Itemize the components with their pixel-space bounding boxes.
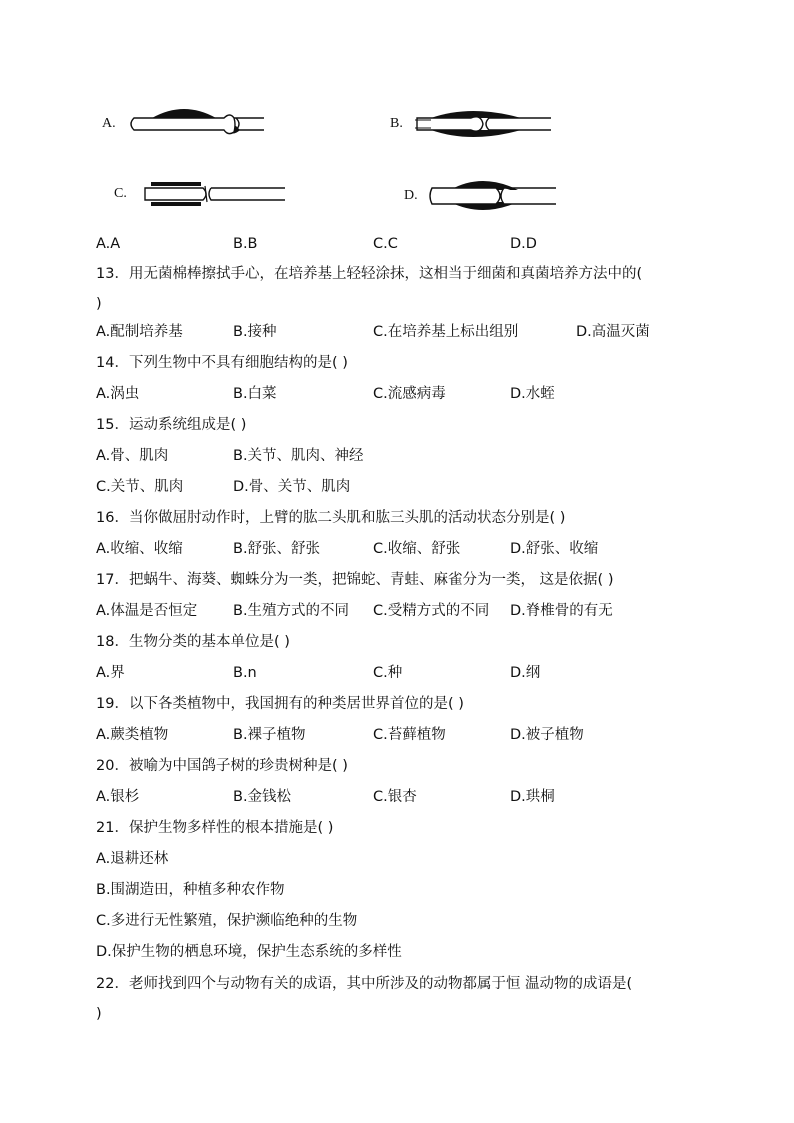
q15-stem: 15．运动系统组成是( )	[96, 417, 247, 433]
joint-diagram-d-icon	[426, 174, 566, 218]
q14-options	[96, 384, 716, 404]
q13-stem-cont: )	[96, 296, 102, 312]
q20-options	[96, 787, 716, 807]
q20-option-a: A.银杉	[96, 789, 140, 805]
q19-option-d: D.被子植物	[510, 727, 584, 743]
figure-option-a	[102, 104, 264, 144]
q22-stem: 22．老师找到四个与动物有关的成语，其中所涉及的动物都属于恒 温动物的成语是(	[96, 976, 633, 992]
q17-option-b: B.生殖方式的不同	[233, 603, 350, 619]
q12-option-a: A.A	[96, 236, 121, 252]
q13-option-c: C.在培养基上标出组别	[373, 324, 519, 340]
q19-option-a: A.蕨类植物	[96, 727, 169, 743]
q13-option-b: B.接种	[233, 324, 277, 340]
q21-option-a: A.退耕还林	[96, 851, 169, 867]
q18-option-a: A.界	[96, 665, 125, 681]
q18-option-b: B.n	[233, 665, 257, 681]
q19-option-b: B.裸子植物	[233, 727, 306, 743]
q16-option-d: D.舒张、收缩	[510, 541, 599, 557]
q19-option-c: C.苔藓植物	[373, 727, 446, 743]
q17-option-c: C.受精方式的不同	[373, 603, 490, 619]
q18-options	[96, 663, 716, 683]
q14-option-b: B.白菜	[233, 386, 277, 402]
q17-options	[96, 601, 716, 621]
q20-option-d: D.珙桐	[510, 789, 555, 805]
q14-option-c: C.流感病毒	[373, 386, 446, 402]
q14-option-a: A.涡虫	[96, 386, 140, 402]
figure-option-c	[114, 174, 295, 214]
q16-option-c: C.收缩、舒张	[373, 541, 461, 557]
q17-stem: 17．把蜗牛、海葵、蜘蛛分为一类，把锦蛇、青蛙、麻雀分为一类， 这是依据( )	[96, 572, 614, 588]
q16-option-b: B.舒张、舒张	[233, 541, 321, 557]
q20-option-b: B.金钱松	[233, 789, 292, 805]
joint-diagram-b-icon	[411, 104, 551, 144]
q20-option-c: C.银杏	[373, 789, 417, 805]
q13-options	[96, 322, 716, 342]
figure-label-b: B.	[390, 116, 403, 131]
q15-option-d: D.骨、关节、肌肉	[233, 479, 351, 495]
q21-stem: 21．保护生物多样性的根本措施是( )	[96, 820, 334, 836]
q21-option-b: B.围湖造田，种植多种农作物	[96, 882, 285, 898]
q15-option-c: C.关节、肌肉	[96, 479, 184, 495]
figure-label-d: D.	[404, 188, 418, 203]
joint-diagram-c-icon	[135, 174, 295, 214]
q15-options-row2	[96, 477, 716, 497]
q14-option-d: D.水蛭	[510, 386, 555, 402]
figure-label-a: A.	[102, 116, 116, 131]
q12-option-d: D.D	[510, 236, 537, 252]
q12-options	[96, 234, 716, 254]
q21-option-d: D.保护生物的栖息环境，保护生态系统的多样性	[96, 944, 402, 960]
q18-option-d: D.纲	[510, 665, 541, 681]
q19-stem: 19．以下各类植物中，我国拥有的种类居世界首位的是( )	[96, 696, 464, 712]
q15-option-a: A.骨、肌肉	[96, 448, 169, 464]
q15-options-row1	[96, 446, 716, 466]
q17-option-d: D.脊椎骨的有无	[510, 603, 613, 619]
q14-stem: 14．下列生物中不具有细胞结构的是( )	[96, 355, 348, 371]
q18-stem: 18．生物分类的基本单位是( )	[96, 634, 290, 650]
q16-stem: 16．当你做屈肘动作时，上臂的肱二头肌和肱三头肌的活动状态分别是( )	[96, 510, 566, 526]
q15-option-b: B.关节、肌肉、神经	[233, 448, 364, 464]
joint-diagram-figure	[92, 96, 612, 226]
q20-stem: 20．被喻为中国鸽子树的珍贵树种是( )	[96, 758, 348, 774]
figure-option-d	[404, 174, 566, 218]
q13-stem: 13．用无菌棉棒擦拭手心，在培养基上轻轻涂抹，这相当于细菌和真菌培养方法中的(	[96, 266, 643, 282]
figure-label-c: C.	[114, 186, 127, 201]
q18-option-c: C.种	[373, 665, 403, 681]
q17-option-a: A.体温是否恒定	[96, 603, 198, 619]
q22-stem-cont: )	[96, 1006, 102, 1022]
q12-option-c: C.C	[373, 236, 398, 252]
q16-option-a: A.收缩、收缩	[96, 541, 183, 557]
q13-option-d: D.高温灭菌	[576, 324, 650, 340]
q16-options	[96, 539, 716, 559]
q19-options	[96, 725, 716, 745]
joint-diagram-a-icon	[124, 104, 264, 144]
q13-option-a: A.配制培养基	[96, 324, 183, 340]
q12-option-b: B.B	[233, 236, 258, 252]
figure-option-b	[390, 104, 551, 144]
q21-option-c: C.多进行无性繁殖，保护濒临绝种的生物	[96, 913, 358, 929]
